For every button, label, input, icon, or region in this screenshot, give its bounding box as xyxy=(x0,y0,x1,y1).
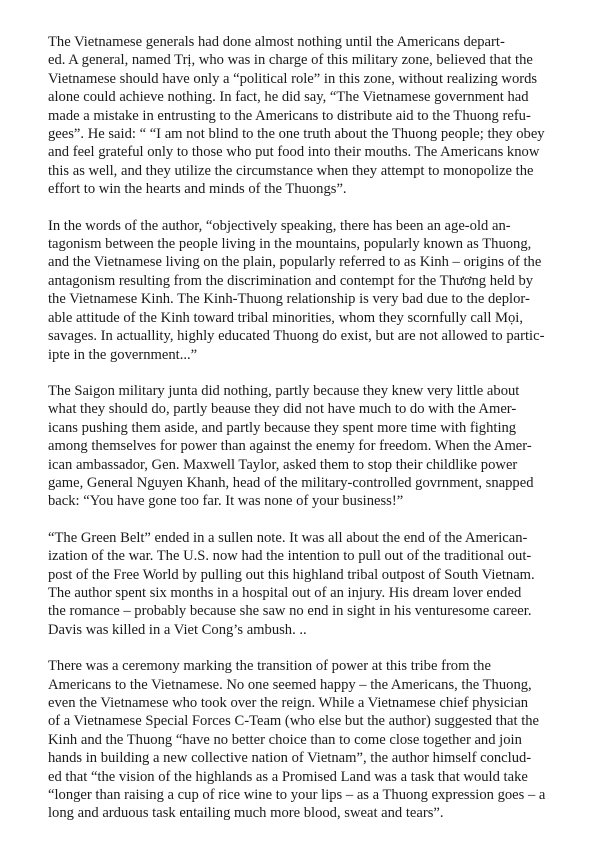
text-line: ization of the war. The U.S. now had the intention to pull out of the traditional out- xyxy=(48,548,532,565)
text-line: antagonism resulting from the discrimination and contempt for the Thương held by xyxy=(48,272,534,289)
text-line: “longer than raising a cup of rice wine to your lips – as a Thuong expression goes – a xyxy=(48,787,546,804)
text-line: In the words of the author, “objectively speaking, there has been an age-old an- xyxy=(48,217,511,234)
paragraph-ceremony xyxy=(31,657,589,823)
document-body xyxy=(31,33,589,841)
text-line: alone could achieve nothing. In fact, he did say, “The Vietnamese government had xyxy=(48,89,529,106)
text-line: The Saigon military junta did nothing, partly because they knew very little about xyxy=(48,382,520,399)
text-line: what they should do, partly beause they did not have much to do with the Amer- xyxy=(48,401,517,418)
text-line: among themselves for power than against the enemy for freedom. When the Amer- xyxy=(48,438,532,455)
text-line: Davis was killed in a Viet Cong’s ambush. .. xyxy=(48,621,307,638)
text-line: hands in building a new collective nation of Vietnam”, the author himself conclud- xyxy=(48,750,532,767)
text-line: back: “You have gone too far. It was none of your business!” xyxy=(48,493,404,510)
paragraph-generals xyxy=(31,33,589,199)
paragraph-antagonism xyxy=(31,217,589,364)
text-line: and feel grateful only to those who put food into their mouths. The Americans know xyxy=(48,144,540,161)
paragraph-green-belt xyxy=(31,529,589,639)
text-line: gees”. He said: “ “I am not blind to the one truth about the Thuong people; they obey xyxy=(48,126,545,143)
text-line: the romance – probably because she saw no end in sight in his venturesome career. xyxy=(48,603,532,620)
text-line: The author spent six months in a hospital out of an injury. His dream lover ended xyxy=(48,584,522,601)
text-line: even the Vietnamese who took over the reign. While a Vietnamese chief physician xyxy=(48,695,529,711)
text-line: post of the Free World by pulling out this highland tribal outpost of South Vietnam. xyxy=(48,566,535,583)
text-line: this as well, and they utilize the circumstance when they attempt to monopolize the xyxy=(48,162,534,179)
text-line: The Vietnamese generals had done almost nothing until the Americans depart- xyxy=(48,34,505,50)
text-line: Kinh and the Thuong “have no better choice than to come close together and join xyxy=(48,731,522,748)
text-line: There was a ceremony marking the transition of power at this tribe from the xyxy=(48,658,491,675)
text-line: ican ambassador, Gen. Maxwell Taylor, asked them to stop their childlike power xyxy=(48,456,518,473)
text-line: savages. In actuallity, highly educated Thuong do exist, but are not allowed to partic- xyxy=(48,328,545,345)
text-line: tagonism between the people living in the mountains, popularly known as Thuong, xyxy=(48,236,532,253)
text-line: and the Vietnamese living on the plain, popularly referred to as Kinh – origins of the xyxy=(48,254,542,271)
text-line: effort to win the hearts and minds of the Thuongs”. xyxy=(48,181,347,198)
text-line: long and arduous task entailing much more blood, sweat and tears”. xyxy=(48,805,444,822)
text-line: able attitude of the Kinh toward tribal minorities, whom they scornfully call Mọi, xyxy=(48,309,524,326)
text-line: Americans to the Vietnamese. No one seemed happy – the Americans, the Thuong, xyxy=(48,676,532,693)
text-line: game, General Nguyen Khanh, head of the military-controlled govrnment, snapped xyxy=(48,474,534,491)
text-line: of a Vietnamese Special Forces C-Team (who else but the author) suggested that the xyxy=(48,713,540,730)
text-line: the Vietnamese Kinh. The Kinh-Thuong relationship is very bad due to the deplor- xyxy=(48,291,530,308)
paragraph-saigon-junta xyxy=(31,382,589,511)
text-line: ed that “the vision of the highlands as a Promised Land was a task that would take xyxy=(48,768,528,785)
text-line: Vietnamese should have only a “political role” in this zone, without realizing words xyxy=(48,70,538,87)
text-line: icans pushing them aside, and partly because they spent more time with fighting xyxy=(48,419,517,436)
text-line: ed. A general, named Trị, who was in charge of this military zone, believed that the xyxy=(48,52,533,69)
text-line: “The Green Belt” ended in a sullen note. It was all about the end of the American- xyxy=(48,529,528,546)
text-line: made a mistake in entrusting to the Americans to distribute aid to the Thuong refu- xyxy=(48,107,531,124)
text-line: ipte in the government...” xyxy=(48,346,198,363)
